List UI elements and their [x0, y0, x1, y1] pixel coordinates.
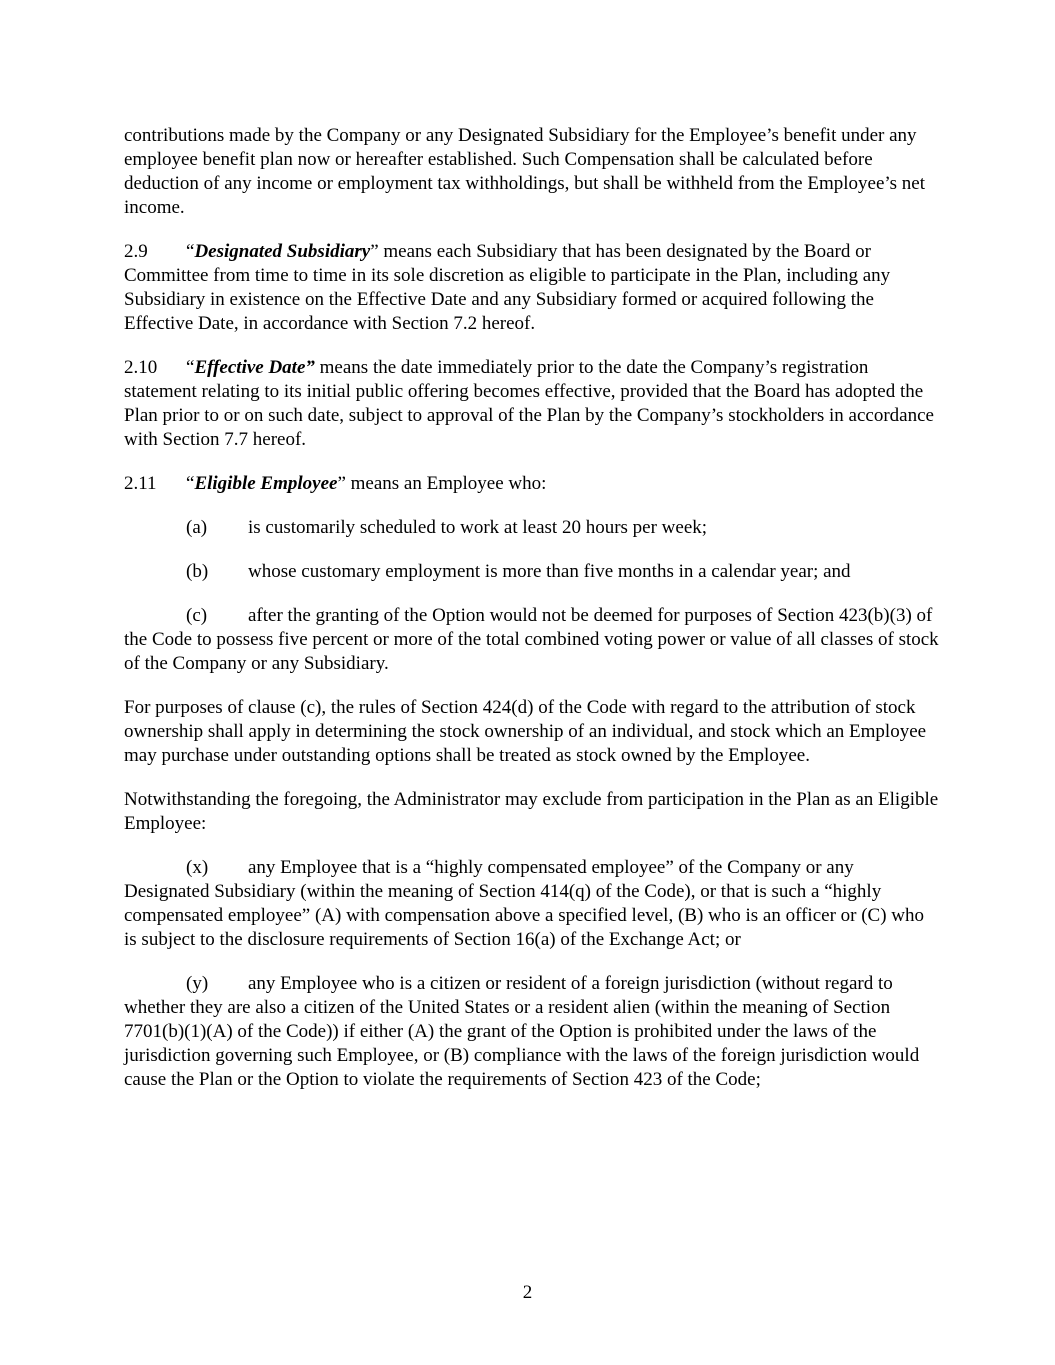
section-number: 2.9 — [124, 241, 148, 262]
item-text: any Employee who is a citizen or resident of a foreign jurisdiction (without regard to whether they are also a citizen of the United States or a resident alien (within the meaning of Section 7701(b)(1)(A) of the Code)) if either (A) the grant of the Option is prohibited under the laws of the jurisdiction governing such Employee, or (B) compliance with the laws of the foreign jurisdiction would cause the Plan or the Option to violate the requirements of Section 423 of the Code; — [124, 973, 920, 1090]
section-2-11 — [124, 472, 939, 496]
section-2-10 — [124, 356, 939, 452]
list-item-x — [124, 856, 939, 952]
list-item-c — [124, 604, 939, 676]
item-text: any Employee that is a “highly compensated employee” of the Company or any Designated Subsidiary (within the meaning of Section 414(q) of the Code), or that is such a “highly compensated employee” (A) with compensation above a specified level, (B) who is an officer or (C) who is subject to the disclosure requirements of Section 16(a) of the Exchange Act; or — [124, 857, 925, 950]
list-item-a — [124, 516, 939, 540]
item-label: (a) — [186, 517, 208, 538]
definition-text: ” means an Employee who: — [337, 473, 547, 494]
item-text: is customarily scheduled to work at least 20 hours per week; — [248, 517, 708, 538]
notwithstanding-paragraph: Notwithstanding the foregoing, the Administrator may exclude from participation in the Plan as an Eligible Employee: — [124, 789, 939, 834]
open-quote: “ — [186, 357, 195, 378]
document-page — [124, 124, 939, 1112]
list-item-b — [124, 560, 939, 584]
item-text: after the granting of the Option would not be deemed for purposes of Section 423(b)(3) of the Code to possess five percent or more of the total combined voting power or value of all classes of stock of the Company or any Subsidiary. — [124, 605, 939, 674]
definition-text: ” means each Subsidiary that has been designated by the Board or Committee from time to time in its sole discretion as eligible to participate in the Plan, including any Subsidiary in existence on the Effective Date and any Subsidiary formed or acquired following the Effective Date, in accordance with Section 7.2 hereof. — [124, 241, 891, 334]
definition-text: means the date immediately prior to the date the Company’s registration statement relating to its initial public offering becomes effective, provided that the Board has adopted the Plan prior to or on such date, subject to approval of the Plan by the Company’s stockholders in accordance with Section 7.7 hereof. — [124, 357, 934, 450]
item-label: (c) — [186, 605, 208, 626]
item-text: whose customary employment is more than five months in a calendar year; and — [248, 561, 851, 582]
list-item-y — [124, 972, 939, 1092]
intro-paragraph: contributions made by the Company or any Designated Subsidiary for the Employee’s benefit under any employee benefit plan now or hereafter established. Such Compensation shall be calculated before deduction of any income or employment tax withholdings, but shall be withheld from the Employee’s net income. — [124, 125, 926, 218]
open-quote: “ — [186, 241, 195, 262]
defined-term: Designated Subsidiary — [194, 241, 371, 262]
open-quote: “ — [186, 473, 195, 494]
section-number: 2.10 — [124, 357, 158, 378]
page-number: 2 — [522, 1282, 533, 1303]
item-label: (b) — [186, 561, 209, 582]
section-2-9 — [124, 240, 939, 336]
clause-c-paragraph: For purposes of clause (c), the rules of Section 424(d) of the Code with regard to the attribution of stock ownership shall apply in determining the stock ownership of an individual, and stock which an Employee may purchase under outstanding options shall be treated as stock owned by the Employee. — [124, 697, 927, 766]
item-label: (x) — [186, 857, 209, 878]
defined-term: Eligible Employee — [194, 473, 338, 494]
defined-term: Effective Date” — [194, 357, 315, 378]
item-label: (y) — [186, 973, 209, 994]
section-number: 2.11 — [124, 473, 157, 494]
